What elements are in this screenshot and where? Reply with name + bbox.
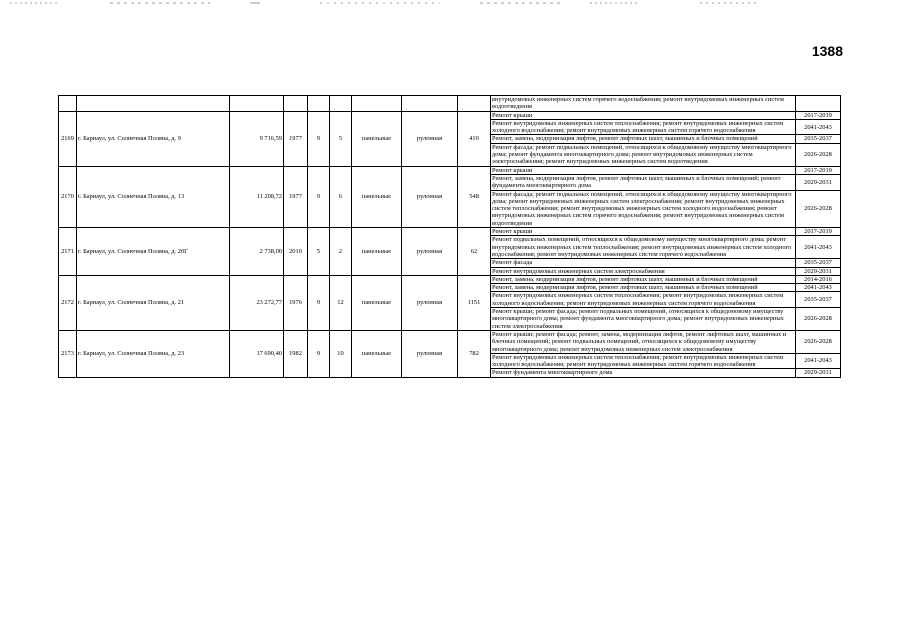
table-row xyxy=(59,330,841,353)
residents-cell: 548 xyxy=(458,166,491,227)
repair-work-cell: Ремонт крыши xyxy=(491,111,796,119)
house-number-cell: 2173 xyxy=(59,330,77,377)
housing-register-table xyxy=(58,95,841,378)
repair-period-cell: 2041-2043 xyxy=(796,353,841,369)
year-built-cell: 1977 xyxy=(284,111,308,166)
table-row xyxy=(59,166,841,174)
year-built-cell xyxy=(284,96,308,112)
page-number: 1388 xyxy=(811,43,843,59)
table-row xyxy=(59,96,841,112)
repair-period-cell: 2017-2019 xyxy=(796,166,841,174)
wall-material-cell: панельные xyxy=(352,228,402,276)
repair-period-cell: 2035-2037 xyxy=(796,135,841,143)
repair-period-cell: 2026-2028 xyxy=(796,308,841,331)
roof-type-cell: рулонная xyxy=(402,166,458,227)
repair-work-cell: Ремонт, замена, модернизация лифтов, ремонт лифтовых шахт, машинных и блочных помещений xyxy=(491,275,796,283)
year-built-cell: 1976 xyxy=(284,275,308,330)
repair-period-cell: 2035-2037 xyxy=(796,259,841,267)
repair-period-cell: 2041-2043 xyxy=(796,284,841,292)
wall-material-cell: панельные xyxy=(352,330,402,377)
floors-cell: 9 xyxy=(308,111,330,166)
year-built-cell: 2010 xyxy=(284,228,308,276)
year-built-cell: 1977 xyxy=(284,166,308,227)
repair-period-cell: 2029-2031 xyxy=(796,369,841,377)
repair-work-cell: Ремонт, замена, модернизация лифтов, ремонт лифтовых шахт, машинных и блочных помещений xyxy=(491,284,796,292)
address-cell: г. Барнаул, ул. Солнечная Поляна, д. 20Г xyxy=(77,228,230,276)
entrances-cell: 12 xyxy=(330,275,352,330)
floors-cell xyxy=(308,96,330,112)
table-body xyxy=(59,96,841,378)
entrances-cell: 5 xyxy=(330,111,352,166)
residents-cell: 410 xyxy=(458,111,491,166)
repair-work-cell: Ремонт, замена, модернизация лифтов, ремонт лифтовых шахт, машинных и блочных помещений xyxy=(491,135,796,143)
repair-work-cell: Ремонт крыши xyxy=(491,228,796,236)
roof-type-cell: рулонная xyxy=(402,228,458,276)
address-cell: г. Барнаул, ул. Солнечная Поляна, д. 23 xyxy=(77,330,230,377)
year-built-cell: 1982 xyxy=(284,330,308,377)
repair-period-cell: 2017-2019 xyxy=(796,228,841,236)
repair-period-cell: 2029-2031 xyxy=(796,174,841,190)
roof-type-cell: рулонная xyxy=(402,330,458,377)
scan-artifact-marks xyxy=(0,0,904,8)
repair-period-cell: 2029-2031 xyxy=(796,267,841,275)
table-row xyxy=(59,275,841,283)
repair-period-cell: 2041-2043 xyxy=(796,119,841,135)
area-cell: 23 272,77 xyxy=(230,275,284,330)
floors-cell: 9 xyxy=(308,166,330,227)
house-number-cell: 2170 xyxy=(59,166,77,227)
house-number-cell: 2172 xyxy=(59,275,77,330)
repair-work-cell: Ремонт фасада xyxy=(491,259,796,267)
repair-work-cell: Ремонт крыши; ремонт фасада; ремонт подвальных помещений, относящихся к общедомовому имуществу многоквартирного дома; ремонт фундамента многоквартирного дома; ремонт внутридомовых инженерных систем электроснабжения xyxy=(491,308,796,331)
residents-cell: 1151 xyxy=(458,275,491,330)
repair-period-cell: 2017-2019 xyxy=(796,111,841,119)
repair-period-cell: 2026-2028 xyxy=(796,330,841,353)
area-cell: 9 716,59 xyxy=(230,111,284,166)
repair-work-cell: Ремонт подвальных помещений, относящихся к общедомовому имуществу многоквартирного дома; ремонт внутридомовых инженерных систем теплоснабжения; ремонт внутридомовых инженерных систем холодного водоснабжения; ремонт внутридомовых инженерных систем горячего водоснабжения xyxy=(491,236,796,259)
wall-material-cell: панельные xyxy=(352,275,402,330)
roof-type-cell: рулонная xyxy=(402,275,458,330)
repair-work-cell: Ремонт крыши xyxy=(491,166,796,174)
repair-work-cell: Ремонт внутридомовых инженерных систем теплоснабжения; ремонт внутридомовых инженерных систем холодного водоснабжения; ремонт внутридомовых инженерных систем горячего водоснабжения xyxy=(491,119,796,135)
house-number-cell: 2169 xyxy=(59,111,77,166)
entrances-cell: 2 xyxy=(330,228,352,276)
floors-cell: 5 xyxy=(308,228,330,276)
repair-work-cell: Ремонт крыши; ремонт фасада; ремонт, замена, модернизация лифтов, ремонт лифтовых шахт, машинных и блочных помещений; ремонт подвальных помещений, относящихся к общедомовому имуществу многоквартирного дома; ремонт внутридомовых инженерных систем электроснабжения xyxy=(491,330,796,353)
table-row xyxy=(59,228,841,236)
repair-work-cell: Ремонт фасада; ремонт подвальных помещений, относящихся к общедомовому имуществу многоквартирного дома; ремонт фундамента многоквартирного дома; ремонт внутридомовых инженерных систем электроснабжения; ремонт внутридомовых инженерных систем водоотведения xyxy=(491,143,796,166)
area-cell: 17 690,40 xyxy=(230,330,284,377)
residents-cell: 62 xyxy=(458,228,491,276)
repair-period-cell: 2014-2016 xyxy=(796,275,841,283)
entrances-cell xyxy=(330,96,352,112)
floors-cell: 9 xyxy=(308,330,330,377)
wall-material-cell: панельные xyxy=(352,166,402,227)
repair-period-cell xyxy=(796,96,841,112)
repair-work-cell: Ремонт фасада; ремонт подвальных помещений, относящихся к общедомовому имуществу многоквартирного дома; ремонт внутридомовых инженерных систем электроснабжения; ремонт внутридомовых инженерных систем теплоснабжения; ремонт внутридомовых инженерных систем холодного водоснабжения; ремонт внутридомовых инженерных систем горячего водоснабжения; ремонт внутридомовых инженерных систем водоотведения xyxy=(491,190,796,227)
address-cell xyxy=(77,96,230,112)
house-number-cell: 2171 xyxy=(59,228,77,276)
repair-period-cell: 2041-2043 xyxy=(796,236,841,259)
repair-work-cell: Ремонт внутридомовых инженерных систем теплоснабжения; ремонт внутридомовых инженерных систем холодного водоснабжения; ремонт внутридомовых инженерных систем горячего водоснабжения xyxy=(491,353,796,369)
wall-material-cell: панельные xyxy=(352,111,402,166)
roof-type-cell: рулонная xyxy=(402,111,458,166)
address-cell: г. Барнаул, ул. Солнечная Поляна, д. 21 xyxy=(77,275,230,330)
repair-period-cell: 2035-2037 xyxy=(796,292,841,308)
table-row xyxy=(59,111,841,119)
repair-work-cell: Ремонт фундамента многоквартирного дома xyxy=(491,369,796,377)
floors-cell: 9 xyxy=(308,275,330,330)
residents-cell: 782 xyxy=(458,330,491,377)
wall-material-cell xyxy=(352,96,402,112)
area-cell: 2 738,00 xyxy=(230,228,284,276)
repair-work-cell: Ремонт внутридомовых инженерных систем теплоснабжения; ремонт внутридомовых инженерных систем холодного водоснабжения; ремонт внутридомовых инженерных систем горячего водоснабжения xyxy=(491,292,796,308)
house-number-cell xyxy=(59,96,77,112)
repair-period-cell: 2026-2028 xyxy=(796,143,841,166)
repair-work-cell: Ремонт внутридомовых инженерных систем электроснабжения xyxy=(491,267,796,275)
repair-work-cell: Ремонт, замена, модернизация лифтов, ремонт лифтовых шахт, машинных и блочных помещений; ремонт фундамента многоквартирного дома xyxy=(491,174,796,190)
area-cell: 11 208,72 xyxy=(230,166,284,227)
address-cell: г. Барнаул, ул. Солнечная Поляна, д. 9 xyxy=(77,111,230,166)
residents-cell xyxy=(458,96,491,112)
entrances-cell: 10 xyxy=(330,330,352,377)
address-cell: г. Барнаул, ул. Солнечная Поляна, д. 13 xyxy=(77,166,230,227)
repair-period-cell: 2026-2028 xyxy=(796,190,841,227)
roof-type-cell xyxy=(402,96,458,112)
repair-work-cell: внутридомовых инженерных систем горячего водоснабжения; ремонт внутридомовых инженерных систем водоотведения xyxy=(491,96,796,112)
entrances-cell: 6 xyxy=(330,166,352,227)
area-cell xyxy=(230,96,284,112)
